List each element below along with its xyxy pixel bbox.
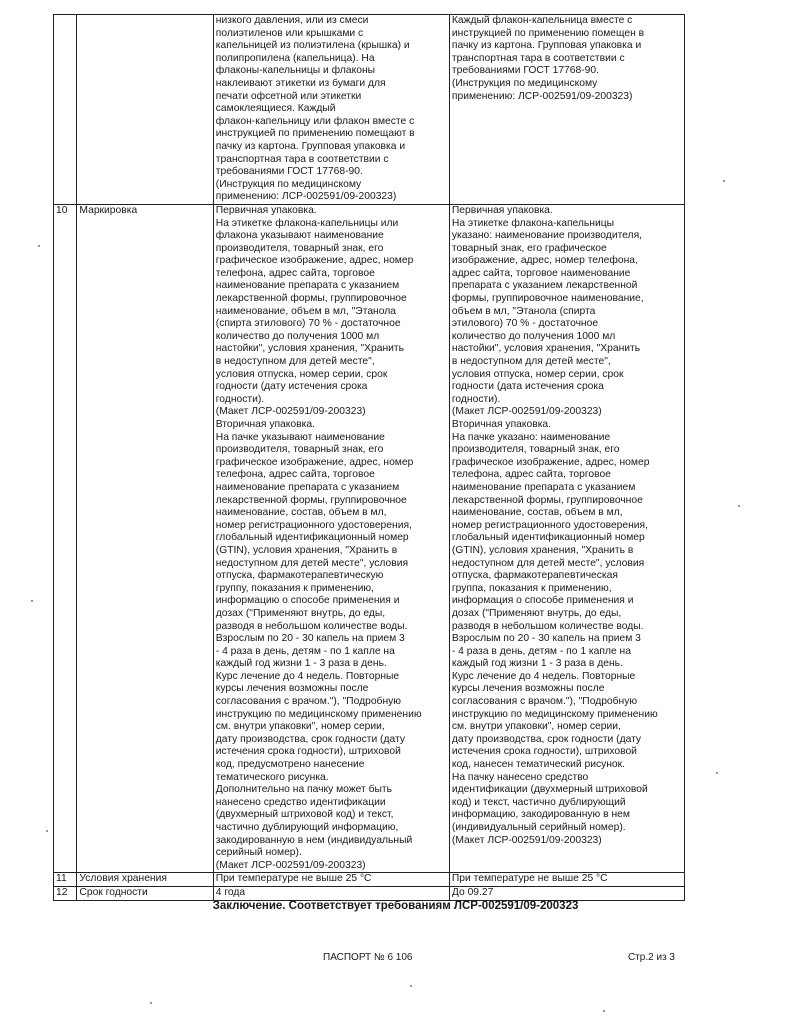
specification-table [53,14,685,901]
row-parameter: Срок годности [77,886,213,900]
scan-speck [46,830,48,832]
table-row [54,886,685,900]
conclusion-text: Заключение. Соответствует требованиям ЛСР-002591/09-200323 [212,900,579,912]
row-requirement: 4 года [213,886,449,900]
table-row [54,204,685,872]
scan-speck [723,180,725,182]
passport-number: ПАСПОРТ № 6 106 [323,952,413,963]
row-number: 12 [54,886,77,900]
row-result: При температуре не выше 25 °С [449,873,684,887]
row-result: До 09.27 [449,886,684,900]
table-row [54,873,685,887]
row-result: Первичная упаковка. На этикетке флакона-капельницы указано: наименование производителя, товарный знак, его графическое изображение, адрес, номер телефона, адрес сайта, торговое наименование препарата с указанием лекарственной формы, группировочное наименование, объем в мл, "Этанола (спирта этилового) 70 % - достаточное количество до получения 1000 мл настойки", условия хранения, "Хранить в недоступном для детей месте", условия отпуска, номер серии, срок годности (дата истечения срока годности). (Макет ЛСР-002591/09-200323) Вторичная упаковка. На пачке указано: наименование производителя, товарный знак, его графическое изображение, адрес, номер телефона, адрес сайта, торговое наименование препарата с указанием лекарственной формы, группировочное наименование, состав, объем в мл, номер регистрационного удостоверения, глобальный идентификационный номер (GTIN), условия хранения, "Хранить в недоступном для детей месте", условия отпуска, фармакотерапевтическая группа, показания к применению, информация о способе применения и дозах ("Применяют внутрь, до еды, разводя в небольшом количестве воды. Взрослым по 20 - 30 капель на прием 3 - 4 раза в день, детям - по 1 капле на каждый год жизни 1 - 3 раза в день. Курс лечение до 4 недель. Повторные курсы лечения возможны после согласования с врачом."), "Подробную инструкцию по медицинскому применению см. внутри упаковки", номер серии, дату производства, срок годности (дату истечения срока годности), штриховой код, нанесен тематический рисунок. На пачку нанесено средство идентификации (двухмерный штриховой код) и текст, частично дублирующий информацию, закодированную в нем (индивидуальный серийный номер). (Макет ЛСР-002591/09-200323) [449,204,684,872]
scan-speck [31,600,33,602]
row-number [54,15,77,205]
scan-speck [38,245,40,247]
row-result: Каждый флакон-капельница вместе с инструкцией по применению помещен в пачку из картона. Групповая упаковка и транспортная тара в соответствии с требованиями ГОСТ 17768-90. (Инструкция по медицинскому применению: ЛСР-002591/09-200323) [449,15,684,205]
row-requirement: низкого давления, или из смеси полиэтиленов или крышками с капельницей из полиэтилена (крышка) и полипропилена (капельница). На флаконы-капельницы и флаконы наклеивают этикетки из бумаги для печати офсетной или этикетки самоклеящиеся. Каждый флакон-капельницу или флакон вместе с инструкцией по применению помещают в пачку из картона. Групповая упаковка и транспортная тара в соответствии с требованиями ГОСТ 17768-90. (Инструкция по медицинскому применению: ЛСР-002591/09-200323) [213,15,449,205]
row-number: 11 [54,873,77,887]
table-row [54,15,685,205]
row-requirement: При температуре не выше 25 °С [213,873,449,887]
scan-speck [738,505,740,507]
row-parameter: Маркировка [77,204,213,872]
scan-speck [150,1002,152,1004]
row-number: 10 [54,204,77,872]
scan-speck [716,772,718,774]
row-parameter: Условия хранения [77,873,213,887]
scan-speck [603,1010,605,1012]
scan-speck [410,985,412,987]
row-parameter [77,15,213,205]
page-number: Стр.2 из 3 [628,952,675,963]
row-requirement: Первичная упаковка. На этикетке флакона-капельницы или флакона указывают наименование производителя, товарный знак, его графическое изображение, адрес, номер телефона, адрес сайта, торговое наименование препарата с указанием лекарственной формы, группировочное наименование, объем в мл, "Этанола (спирта этилового) 70 % - достаточное количество до получения 1000 мл настойки", условия хранения, "Хранить в недоступном для детей месте", условия отпуска, номер серии, срок годности (дату истечения срока годности). (Макет ЛСР-002591/09-200323) Вторичная упаковка. На пачке указывают наименование производителя, товарный знак, его графическое изображение, адрес, номер телефона, адрес сайта, торговое наименование препарата с указанием лекарственной формы, группировочное наименование, состав, объем в мл, номер регистрационного удостоверения, глобальный идентификационный номер (GTIN), условия хранения, "Хранить в недоступном для детей месте", условия отпуска, фармакотерапевтическую группу, показания к применению, информацию о способе применения и дозах ("Применяют внутрь, до еды, разводя в небольшом количестве воды. Взрослым по 20 - 30 капель на прием 3 - 4 раза в день, детям - по 1 капле на каждый год жизни 1 - 3 раза в день. Курс лечение до 4 недель. Повторные курсы лечения возможны после согласования с врачом."), "Подробную инструкцию по медицинскому применению см. внутри упаковки", номер серии, дату производства, срок годности (дату истечения срока годности), штриховой код, предусмотрено нанесение тематического рисунка. Дополнительно на пачку может быть нанесено средство идентификации (двухмерный штриховой код) и текст, частично дублирующий информацию, закодированную в нем (индивидуальный серийный номер). (Макет ЛСР-002591/09-200323) [213,204,449,872]
